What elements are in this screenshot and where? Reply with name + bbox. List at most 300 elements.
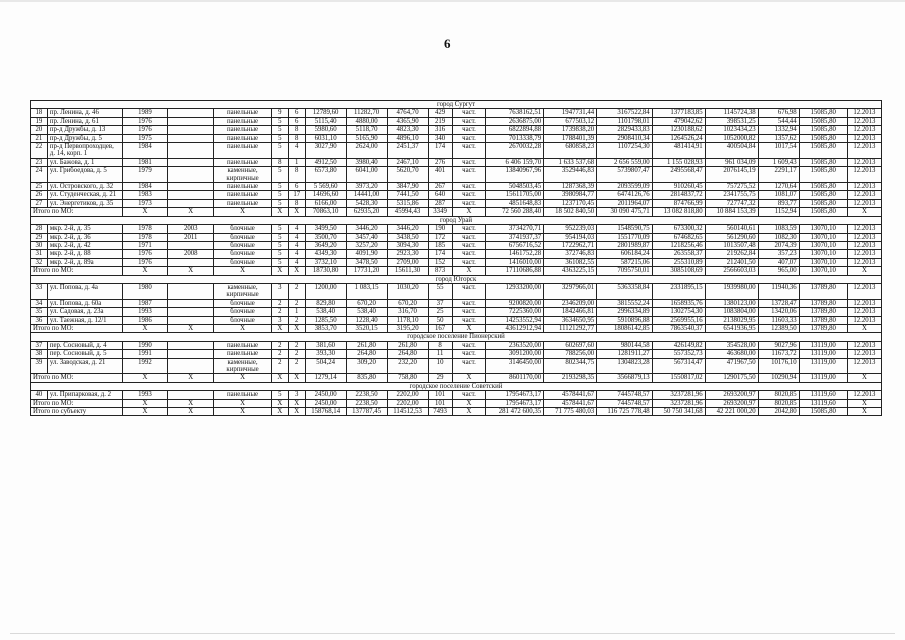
table-cell: 13840967,96 <box>486 167 544 183</box>
table-cell: 12.2013 <box>847 183 881 191</box>
table-cell: 567314,47 <box>652 358 705 374</box>
table-cell: 316,70 <box>387 308 428 316</box>
table-cell: ул. Таежная, д. 12/1 <box>47 316 122 324</box>
total-label: Итого по МО: <box>31 324 123 332</box>
table-cell: 587215,06 <box>597 258 652 266</box>
table-cell: 3085108,69 <box>652 267 705 275</box>
table-cell: 10176,10 <box>758 358 799 374</box>
table-cell: 17954673,17 <box>486 399 544 407</box>
table-cell: 1984 <box>122 143 168 159</box>
table-cell: част. <box>452 167 486 183</box>
table-cell: 12.2013 <box>847 341 881 349</box>
table-cell: 3973,20 <box>346 183 387 191</box>
table-cell: блочные <box>214 299 272 307</box>
total-label: Итого по субъекту <box>31 408 123 416</box>
total-row <box>31 267 882 275</box>
table-cell: 7493 <box>428 408 452 416</box>
table-cell: 1178,10 <box>387 316 428 324</box>
table-cell <box>168 167 214 183</box>
table-cell: блочные <box>214 250 272 258</box>
table-cell: 13119,00 <box>799 341 847 349</box>
table-cell: 13789,80 <box>799 299 847 307</box>
table-cell: 3478,50 <box>346 258 387 266</box>
table-cell: 12.2013 <box>847 308 881 316</box>
table-cell: X <box>122 267 168 275</box>
table-cell: 504,24 <box>305 358 346 374</box>
table-cell: 2908410,34 <box>597 134 652 142</box>
table-cell: 1993 <box>122 308 168 316</box>
table-row <box>31 358 882 374</box>
table-cell: 3091200,00 <box>486 350 544 358</box>
table-cell: 560140,61 <box>705 225 758 233</box>
table-cell: 5 <box>271 233 288 241</box>
table-cell: 2801989,87 <box>597 241 652 249</box>
table-cell: X <box>168 374 214 382</box>
table-cell: X <box>847 267 881 275</box>
table-cell: 4 <box>288 233 305 241</box>
table-cell: X <box>288 208 305 216</box>
table-cell: пр-д Первопроходцев, д. 14, корп. 1 <box>47 143 122 159</box>
table-cell: 13789,80 <box>799 308 847 316</box>
table-cell: 50 <box>428 316 452 324</box>
table-cell: 5 <box>271 199 288 207</box>
table-cell: 11673,72 <box>758 350 799 358</box>
table-cell: 70863,10 <box>305 208 346 216</box>
table-cell: 3529446,83 <box>544 167 597 183</box>
table-cell: 5115,40 <box>305 117 346 125</box>
table-cell: 2693200,97 <box>705 391 758 399</box>
table-cell: 232,20 <box>387 358 428 374</box>
table-cell: 190 <box>428 225 452 233</box>
table-cell: 316 <box>428 126 452 134</box>
table-cell: 12.2013 <box>847 258 881 266</box>
table-row <box>31 167 882 183</box>
table-row <box>31 233 882 241</box>
table-cell: 1979 <box>122 167 168 183</box>
table-cell: 407,07 <box>758 258 799 266</box>
table-cell: част. <box>452 134 486 142</box>
table-cell: блочные <box>214 316 272 324</box>
table-cell: 13 082 818,80 <box>652 208 705 216</box>
table-cell: част. <box>452 258 486 266</box>
table-cell: 961 034,09 <box>705 158 758 166</box>
table-cell: 32 <box>31 258 48 266</box>
table-cell: 6041,00 <box>346 167 387 183</box>
total-row <box>31 399 882 407</box>
table-cell: 13070,10 <box>799 225 847 233</box>
table-cell: 18 502 840,50 <box>544 208 597 216</box>
table-cell: 12.2013 <box>847 143 881 159</box>
table-cell: 4 <box>288 225 305 233</box>
table-cell: 5165,90 <box>346 134 387 142</box>
table-cell: 23 <box>31 158 48 166</box>
table-cell: 2291,17 <box>758 167 799 183</box>
table-cell: 12.2013 <box>847 233 881 241</box>
table-cell: 6 <box>288 109 305 117</box>
table-cell: X <box>168 267 214 275</box>
table-cell <box>168 258 214 266</box>
table-cell: панельные <box>214 183 272 191</box>
table-cell: X <box>168 324 214 332</box>
table-cell: 8020,85 <box>758 399 799 407</box>
table-cell: X <box>452 267 486 275</box>
table-cell: 1302754,30 <box>652 308 705 316</box>
table-cell: 309,20 <box>346 358 387 374</box>
table-cell: 2003 <box>168 225 214 233</box>
table-cell: 4912,50 <box>305 158 346 166</box>
table-cell: 2 <box>271 350 288 358</box>
table-cell: 3457,40 <box>346 233 387 241</box>
table-cell: 18730,80 <box>305 267 346 275</box>
table-cell: ул. Грибоедова, д. 5 <box>47 167 122 183</box>
table-cell: 1380123,00 <box>705 299 758 307</box>
table-cell <box>168 109 214 117</box>
table-cell: 1939980,00 <box>705 283 758 299</box>
table-cell: 2829433,83 <box>597 126 652 134</box>
table-cell: 38 <box>31 350 48 358</box>
table-cell: 1237170,45 <box>544 199 597 207</box>
table-row <box>31 299 882 307</box>
table-cell: 4091,90 <box>346 250 387 258</box>
table-row <box>31 143 882 159</box>
table-cell: 14253552,94 <box>486 316 544 324</box>
table-cell: 2074,39 <box>758 241 799 249</box>
table-cell: 12.2013 <box>847 167 881 183</box>
table-cell: 255310,89 <box>652 258 705 266</box>
table-row <box>31 341 882 349</box>
table-cell: 1983 <box>122 191 168 199</box>
table-cell: 788256,00 <box>544 350 597 358</box>
table-row <box>31 350 882 358</box>
table-cell: 2 <box>288 341 305 349</box>
table-cell: 43612912,94 <box>486 324 544 332</box>
table-cell: X <box>122 408 168 416</box>
table-cell: 2450,00 <box>305 391 346 399</box>
table-cell: 398531,25 <box>705 117 758 125</box>
table-cell: 7638162,51 <box>486 109 544 117</box>
table-row <box>31 134 882 142</box>
table-cell: 18 <box>31 109 48 117</box>
table-cell: 7225360,00 <box>486 308 544 316</box>
table-row <box>31 199 882 207</box>
table-cell: 1218256,46 <box>652 241 705 249</box>
table-cell: 2193298,35 <box>544 374 597 382</box>
table-cell: 5980,60 <box>305 126 346 134</box>
table-cell: 5620,70 <box>387 167 428 183</box>
table-cell: 2624,00 <box>346 143 387 159</box>
table-cell: панельные <box>214 350 272 358</box>
total-row <box>31 324 882 332</box>
table-cell: 4 <box>288 143 305 159</box>
total-row <box>31 408 882 416</box>
table-cell: мкр. 2-й, д. 89а <box>47 258 122 266</box>
table-cell: 15085,80 <box>799 199 847 207</box>
table-cell: част. <box>452 109 486 117</box>
table-cell: част. <box>452 183 486 191</box>
table-cell: 5739807,47 <box>597 167 652 183</box>
table-cell: част. <box>452 233 486 241</box>
table-row <box>31 158 882 166</box>
table-cell: 2566603,03 <box>705 267 758 275</box>
table-cell: 12.2013 <box>847 391 881 399</box>
table-cell: ул. Энергетиков, д. 35 <box>47 199 122 207</box>
table-cell: 1270,64 <box>758 183 799 191</box>
table-cell: 1013507,48 <box>705 241 758 249</box>
table-cell: пр. Ленина, д. 46 <box>47 109 122 117</box>
table-cell: част. <box>452 299 486 307</box>
table-cell: 2 <box>271 308 288 316</box>
table-cell: X <box>214 408 272 416</box>
table-cell: 13070,10 <box>799 258 847 266</box>
table-cell <box>168 126 214 134</box>
table-cell: 6031,10 <box>305 134 346 142</box>
table-cell: 5 <box>271 117 288 125</box>
table-cell: 13070,10 <box>799 250 847 258</box>
table-cell: каменные, кирпичные <box>214 283 272 299</box>
table-cell: X <box>847 399 881 407</box>
table-cell: 2670032,28 <box>486 143 544 159</box>
table-cell: 1200,00 <box>305 283 346 299</box>
table-cell: 28 <box>31 225 48 233</box>
table-cell: 17954673,17 <box>486 391 544 399</box>
table-cell: пр-д Дружбы, д. 5 <box>47 134 122 142</box>
table-cell: X <box>271 399 288 407</box>
table-cell: част. <box>452 191 486 199</box>
table-cell: 1377183,85 <box>652 109 705 117</box>
table-row <box>31 225 882 233</box>
table-cell: 3146450,00 <box>486 358 544 374</box>
table-cell: 5 <box>271 126 288 134</box>
table-cell: 2693200,97 <box>705 399 758 407</box>
page-top-edge <box>0 0 905 2</box>
total-row <box>31 208 882 216</box>
table-cell: 980144,58 <box>597 341 652 349</box>
table-cell: 20 <box>31 126 48 134</box>
total-label: Итого по МО: <box>31 399 123 407</box>
table-cell: 2569955,16 <box>652 316 705 324</box>
table-cell <box>168 299 214 307</box>
table-cell: 8 <box>288 134 305 142</box>
table-cell: 25 <box>31 183 48 191</box>
table-cell: 1023434,23 <box>705 126 758 134</box>
table-cell: 372746,83 <box>544 250 597 258</box>
table-cell: част. <box>452 225 486 233</box>
table-cell: 1304823,28 <box>597 358 652 374</box>
table-cell: 2 <box>271 358 288 374</box>
table-cell: 354528,00 <box>705 341 758 349</box>
table-cell: 1976 <box>122 117 168 125</box>
table-cell: 15611,30 <box>387 267 428 275</box>
table-cell: 12.2013 <box>847 283 881 299</box>
table-cell: 381,60 <box>305 341 346 349</box>
table-cell: 2042,80 <box>758 408 799 416</box>
table-cell: каменные, кирпичные <box>214 167 272 183</box>
table-cell <box>168 350 214 358</box>
table-row <box>31 241 882 249</box>
table-cell <box>168 316 214 324</box>
table-cell: 670,20 <box>346 299 387 307</box>
table-cell: 463680,00 <box>705 350 758 358</box>
table-cell: 72 560 288,40 <box>486 208 544 216</box>
table-cell: 7441,50 <box>387 191 428 199</box>
table-cell: 2093599,09 <box>597 183 652 191</box>
table-cell <box>168 183 214 191</box>
table-cell: 6166,00 <box>305 199 346 207</box>
table-cell: 1082,30 <box>758 233 799 241</box>
table-cell: 3167522,84 <box>597 109 652 117</box>
table-cell: 264,80 <box>346 350 387 358</box>
table-cell: X <box>122 208 168 216</box>
table-cell: 10290,94 <box>758 374 799 382</box>
table-cell: 12.2013 <box>847 158 881 166</box>
table-cell: 7445748,57 <box>597 399 652 407</box>
table-cell: 174 <box>428 250 452 258</box>
table-cell: 29 <box>428 374 452 382</box>
table-cell: 340 <box>428 134 452 142</box>
table-cell: 5363358,84 <box>597 283 652 299</box>
table-cell: 3297966,01 <box>544 283 597 299</box>
table-cell: част. <box>452 199 486 207</box>
table-cell: 6 <box>288 183 305 191</box>
table-cell: 5 <box>271 183 288 191</box>
table-cell: 481414,91 <box>652 143 705 159</box>
table-cell: 3 <box>288 391 305 399</box>
table-cell: 18086142,85 <box>597 324 652 332</box>
table-cell: 1 083,15 <box>346 283 387 299</box>
table-cell: мкр. 2-й, д. 35 <box>47 225 122 233</box>
table-cell: 8 <box>288 199 305 207</box>
table-cell: 893,77 <box>758 199 799 207</box>
table-cell: част. <box>452 316 486 324</box>
table-cell: 33 <box>31 283 48 299</box>
table-cell: 1976 <box>122 258 168 266</box>
table-cell: X <box>452 408 486 416</box>
table-cell: 5 <box>271 391 288 399</box>
table-cell: X <box>452 374 486 382</box>
table-cell: 1101798,01 <box>597 117 652 125</box>
table-cell: 1993 <box>122 391 168 399</box>
table-cell: 1357,62 <box>758 134 799 142</box>
table-cell: 1990 <box>122 341 168 349</box>
table-cell: 2202,00 <box>387 399 428 407</box>
table-cell: 12933200,00 <box>486 283 544 299</box>
table-cell: ул. Припарковая, д. 2 <box>47 391 122 399</box>
table-cell: 1992 <box>122 358 168 374</box>
table-cell: 4 <box>288 258 305 266</box>
table-cell: 13070,10 <box>799 267 847 275</box>
table-cell: 2 <box>288 316 305 324</box>
table-cell: X <box>288 374 305 382</box>
table-cell: 15085,80 <box>799 143 847 159</box>
table-cell: 12.2013 <box>847 316 881 324</box>
table-cell: 15085,80 <box>799 134 847 142</box>
table-cell: 22 <box>31 143 48 159</box>
table-cell: X <box>168 408 214 416</box>
table-row <box>31 316 882 324</box>
table-cell: 7013338,79 <box>486 134 544 142</box>
table-cell: 10 <box>428 358 452 374</box>
table-cell: ул. Попова, д. 4а <box>47 283 122 299</box>
table-cell: 1081,07 <box>758 191 799 199</box>
section-header-row <box>31 216 882 224</box>
table-cell: 35 <box>31 308 48 316</box>
table-cell: 2008 <box>168 250 214 258</box>
table-cell: X <box>168 208 214 216</box>
section-header-row <box>31 333 882 341</box>
table-cell: 15611705,00 <box>486 191 544 199</box>
table-cell: 1 <box>288 158 305 166</box>
table-cell: 3649,20 <box>305 241 346 249</box>
table-cell: 2709,00 <box>387 258 428 266</box>
table-cell: 4896,10 <box>387 134 428 142</box>
table-cell: 185 <box>428 241 452 249</box>
table-cell: 1551770,09 <box>597 233 652 241</box>
table-cell: 1976 <box>122 126 168 134</box>
table-cell: 2996334,89 <box>597 308 652 316</box>
table-cell: 114512,53 <box>387 408 428 416</box>
table-cell: 361082,55 <box>544 258 597 266</box>
table-cell: 287 <box>428 199 452 207</box>
table-cell: 2495568,47 <box>652 167 705 183</box>
table-cell: блочные <box>214 233 272 241</box>
table-cell: 829,80 <box>305 299 346 307</box>
table-cell: 12.2013 <box>847 358 881 374</box>
table-cell: 3980,40 <box>346 158 387 166</box>
table-cell: X <box>122 324 168 332</box>
table-cell: 50 750 341,68 <box>652 408 705 416</box>
table-cell: 1658935,76 <box>652 299 705 307</box>
table-cell: 158768,14 <box>305 408 346 416</box>
table-cell: 1083804,00 <box>705 308 758 316</box>
table-cell: 25 <box>428 308 452 316</box>
table-cell: 3634650,95 <box>544 316 597 324</box>
table-cell: ул. Островского, д. 32 <box>47 183 122 191</box>
table-cell: 873 <box>428 267 452 275</box>
table-cell: 1991 <box>122 350 168 358</box>
table-cell: 2450,00 <box>305 399 346 407</box>
table-cell: 674682,65 <box>652 233 705 241</box>
table-cell: 1461752,28 <box>486 250 544 258</box>
table-row <box>31 191 882 199</box>
table-cell: X <box>847 408 881 416</box>
table-cell: 17731,20 <box>346 267 387 275</box>
section-title: городское поселение Пионерский <box>31 333 882 341</box>
table-cell: панельные <box>214 109 272 117</box>
table-cell: X <box>271 374 288 382</box>
table-cell: 602697,60 <box>544 341 597 349</box>
table-cell: X <box>452 208 486 216</box>
table-cell: 14441,00 <box>346 191 387 199</box>
table-cell: мкр. 2-й, д. 88 <box>47 250 122 258</box>
table-cell: 1230188,62 <box>652 126 705 134</box>
table-cell: част. <box>452 308 486 316</box>
section-title: городское поселение Советский <box>31 382 882 390</box>
table-cell: 2 <box>288 283 305 299</box>
table-cell: 219 <box>428 117 452 125</box>
table-cell: 2346209,00 <box>544 299 597 307</box>
table-cell: 8020,85 <box>758 391 799 399</box>
table-cell: 426149,82 <box>652 341 705 349</box>
page-bottom-edge <box>10 633 895 634</box>
table-cell: 6 406 159,70 <box>486 158 544 166</box>
section-title: город Урай <box>31 216 882 224</box>
total-row <box>31 374 882 382</box>
table-cell: 1971 <box>122 241 168 249</box>
table-cell: X <box>271 408 288 416</box>
table-cell: 11282,70 <box>346 109 387 117</box>
table-cell: 670,20 <box>387 299 428 307</box>
table-cell: 12389,50 <box>758 324 799 332</box>
